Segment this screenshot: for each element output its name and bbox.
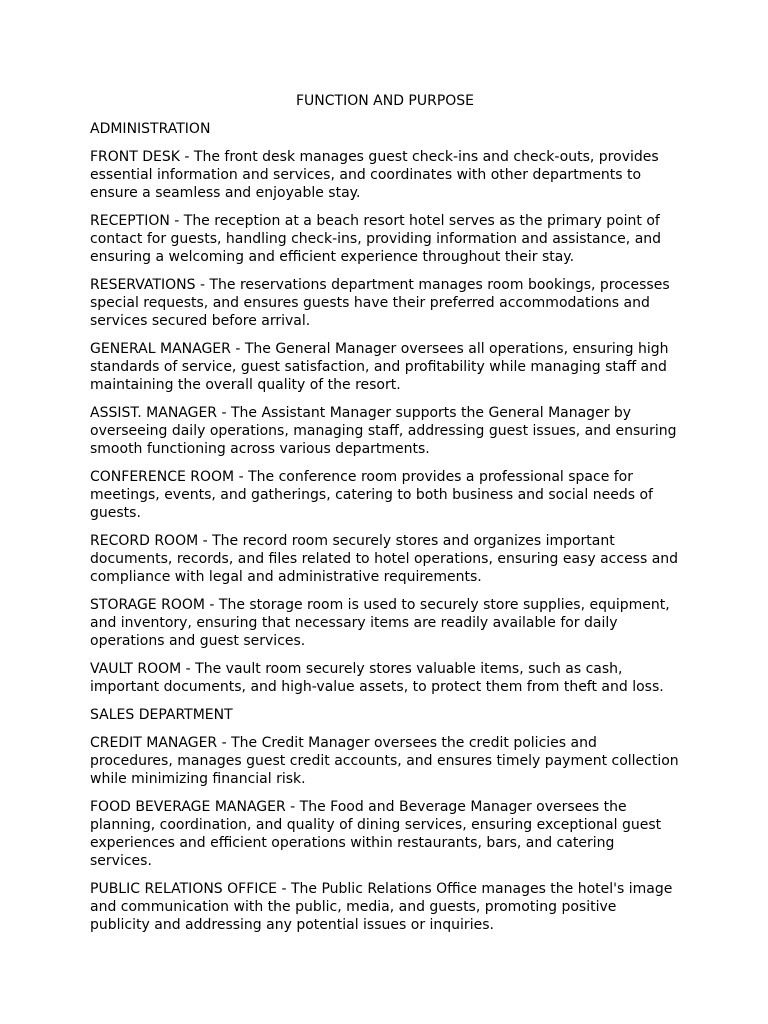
entry-reception: RECEPTION - The reception at a beach resort hotel serves as the primary point of contact for guests, handling check-ins, providing information and assistance, and ensuring a welcoming and efficient experience throughout their stay. xyxy=(90,213,662,265)
entry-front-desk: FRONT DESK - The front desk manages guest check-ins and check-outs, provides essential information and services, and coordinates with other departments to ensure a seamless and enjoyable stay. xyxy=(90,149,659,201)
document-title: FUNCTION AND PURPOSE xyxy=(295,93,475,109)
entry-food-beverage-manager: FOOD BEVERAGE MANAGER - The Food and Beverage Manager oversees the planning, coordination, and quality of dining services, ensuring exceptional guest experiences and efficient operations within restaurants, bars, and catering services. xyxy=(90,799,662,869)
section-heading-administration: ADMINISTRATION xyxy=(90,121,211,137)
entry-credit-manager: CREDIT MANAGER - The Credit Manager oversees the credit policies and procedures, manages guest credit accounts, and ensures timely payment collection while minimizing financial risk. xyxy=(90,735,679,787)
entry-public-relations-office: PUBLIC RELATIONS OFFICE - The Public Relations Office manages the hotel's image and communication with the public, media, and guests, promoting positive publicity and addressing any potential issues or inquiries. xyxy=(90,881,673,933)
entry-storage-room: STORAGE ROOM - The storage room is used to securely store supplies, equipment, and inventory, ensuring that necessary items are readily available for daily operations and guest services. xyxy=(90,597,670,649)
entry-reservations: RESERVATIONS - The reservations department manages room bookings, processes special requests, and ensures guests have their preferred accommodations and services secured before arrival. xyxy=(90,277,670,329)
entry-conference-room: CONFERENCE ROOM - The conference room provides a professional space for meetings, events, and gatherings, catering to both business and social needs of guests. xyxy=(90,469,653,521)
entry-assist-manager: ASSIST. MANAGER - The Assistant Manager supports the General Manager by overseeing daily operations, managing staff, addressing guest issues, and ensuring smooth functioning across various departments. xyxy=(90,405,677,457)
entry-record-room: RECORD ROOM - The record room securely stores and organizes important documents, records, and files related to hotel operations, ensuring easy access and compliance with legal and administrative requirements. xyxy=(90,533,679,585)
document-body xyxy=(90,92,680,944)
entry-vault-room: VAULT ROOM - The vault room securely stores valuable items, such as cash, important documents, and high-value assets, to protect them from theft and loss. xyxy=(90,661,664,695)
entry-general-manager: GENERAL MANAGER - The General Manager oversees all operations, ensuring high standards of service, guest satisfaction, and profitability while managing staff and maintaining the overall quality of the resort. xyxy=(90,341,669,393)
section-heading-sales: SALES DEPARTMENT xyxy=(90,707,233,723)
